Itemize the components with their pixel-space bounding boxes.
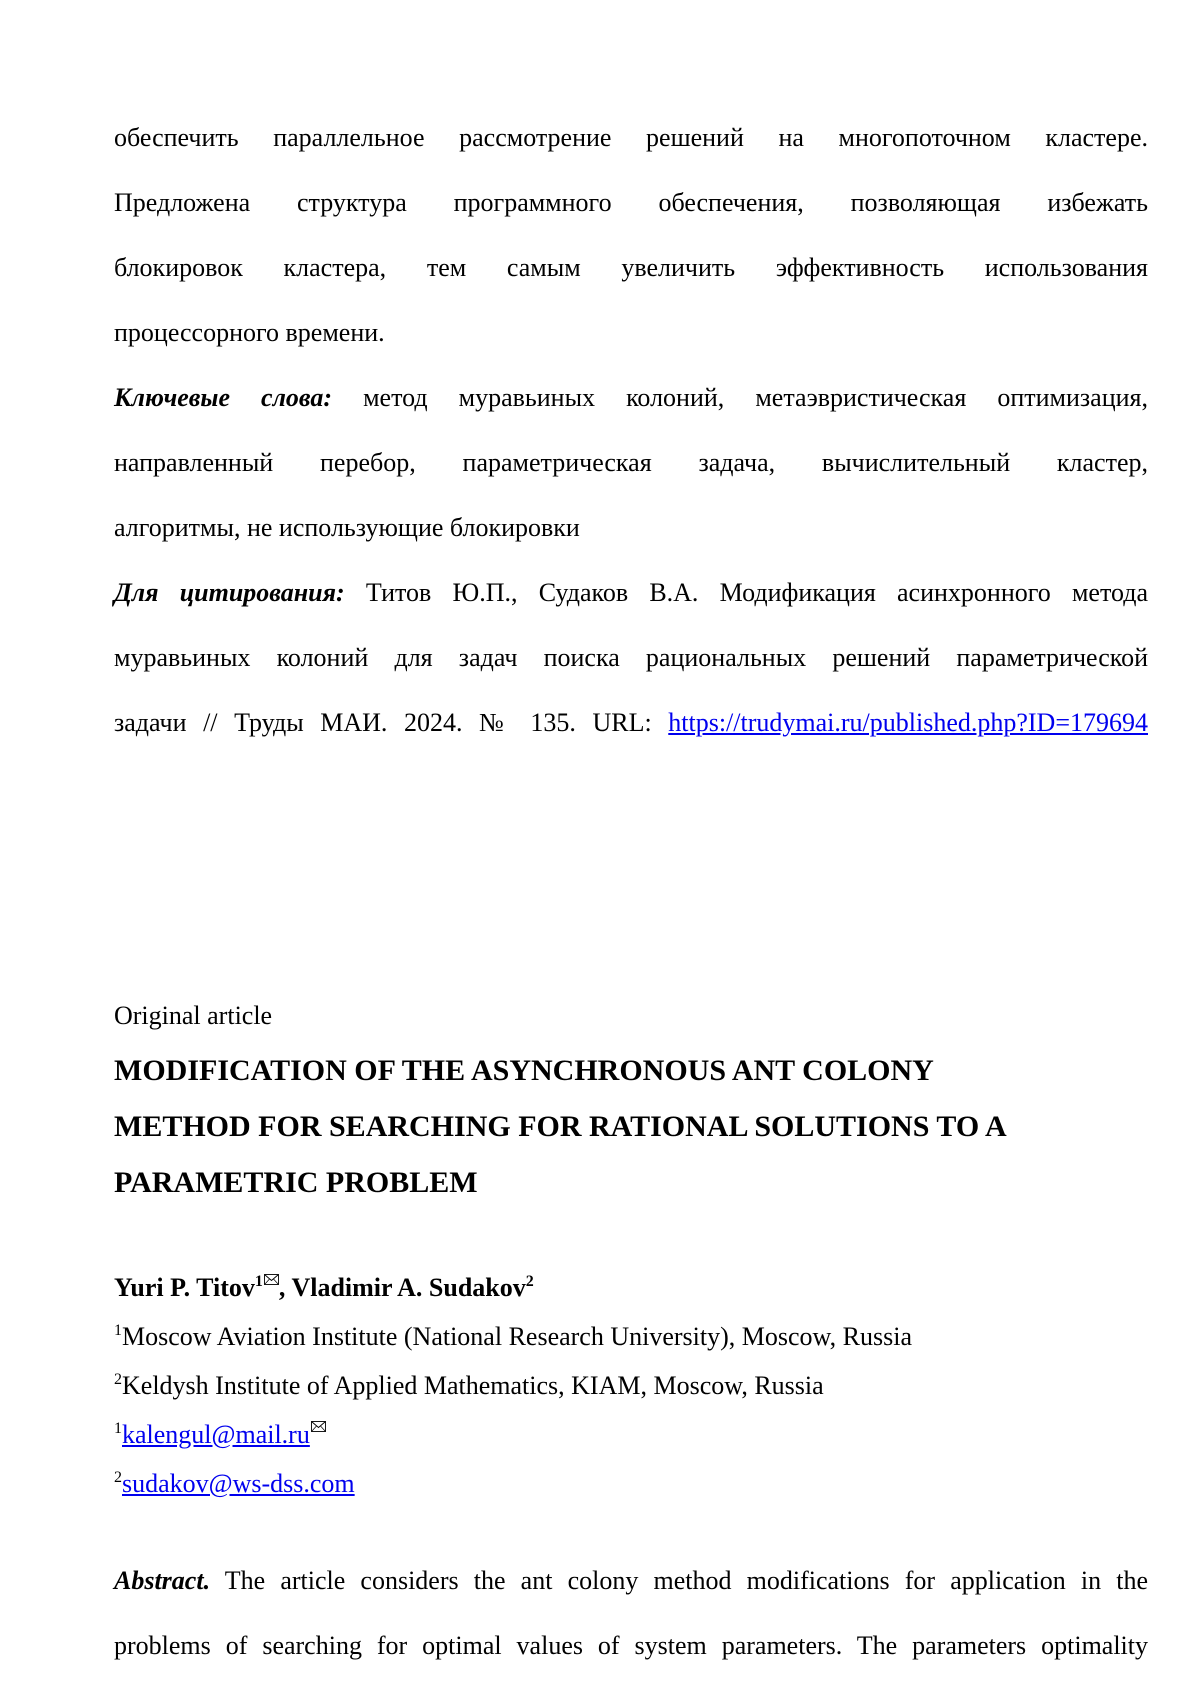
keywords-line: направленный перебор, параметрическая задача, вычислительный кластер, bbox=[114, 430, 1148, 495]
ru-abstract-line: Предложена структура программного обеспечения, позволяющая избежать bbox=[114, 170, 1148, 235]
citation-url-link[interactable]: https://trudymai.ru/published.php?ID=179694 bbox=[668, 708, 1148, 737]
abstract-line: problems of searching for optimal values of system parameters. The parameters optimality bbox=[114, 1613, 1148, 1678]
ru-abstract-tail bbox=[114, 105, 1148, 365]
authors bbox=[114, 1270, 534, 1306]
title-line: PARAMETRIC PROBLEM bbox=[114, 1155, 1148, 1211]
author-affiliation-sup: 2 bbox=[526, 1273, 534, 1290]
ru-abstract-line: обеспечить параллельное рассмотрение решений на многопоточном кластере. bbox=[114, 105, 1148, 170]
keywords-ru bbox=[114, 365, 1148, 560]
citation-ru bbox=[114, 560, 1148, 755]
abstract-text: The article considers the ant colony method modifications for application in the bbox=[210, 1566, 1148, 1595]
affiliation-text: Moscow Aviation Institute (National Research University), Moscow, Russia bbox=[122, 1322, 912, 1351]
abstract-en bbox=[114, 1548, 1148, 1678]
affiliation-sup: 1 bbox=[114, 1322, 122, 1339]
abstract-line bbox=[114, 1548, 1148, 1613]
email-sup: 1 bbox=[114, 1420, 122, 1437]
email-sup: 2 bbox=[114, 1469, 122, 1486]
author-affiliation-sup: 1 bbox=[255, 1273, 263, 1290]
abstract-label: Abstract. bbox=[114, 1566, 210, 1595]
citation-label: Для цитирования: bbox=[114, 578, 345, 607]
affiliation bbox=[114, 1368, 824, 1404]
affiliation-text: Keldysh Institute of Applied Mathematics, KIAM, Moscow, Russia bbox=[122, 1371, 824, 1400]
envelope-icon bbox=[264, 1274, 279, 1285]
author-name: Yuri P. Titov bbox=[114, 1273, 255, 1302]
email-line bbox=[114, 1466, 355, 1502]
ru-abstract-line: процессорного времени. bbox=[114, 300, 1148, 365]
email-link[interactable]: sudakov@ws-dss.com bbox=[122, 1469, 355, 1498]
citation-line bbox=[114, 690, 1148, 755]
ru-abstract-line: блокировок кластера, тем самым увеличить эффективность использования bbox=[114, 235, 1148, 300]
author-separator: , bbox=[279, 1273, 292, 1302]
keywords-line: алгоритмы, не использующие блокировки bbox=[114, 495, 1148, 560]
article-page bbox=[114, 105, 1148, 755]
envelope-icon bbox=[311, 1421, 326, 1432]
keywords-line bbox=[114, 365, 1148, 430]
article-type: Original article bbox=[114, 998, 272, 1034]
email-line bbox=[114, 1417, 326, 1453]
citation-text: Титов Ю.П., Судаков В.А. Модификация асинхронного метода bbox=[345, 578, 1148, 607]
affiliation-sup: 2 bbox=[114, 1371, 122, 1388]
affiliation bbox=[114, 1319, 912, 1355]
title-line: MODIFICATION OF THE ASYNCHRONOUS ANT COLONY bbox=[114, 1043, 1148, 1099]
keywords-text: метод муравьиных колоний, метаэвристическая оптимизация, bbox=[332, 383, 1148, 412]
email-link[interactable]: kalengul@mail.ru bbox=[122, 1420, 310, 1449]
article-title bbox=[114, 1043, 1148, 1211]
author-name: Vladimir A. Sudakov bbox=[291, 1273, 525, 1302]
citation-text: задачи // Труды МАИ. 2024. № 135. URL: bbox=[114, 708, 668, 737]
citation-line bbox=[114, 560, 1148, 625]
keywords-label: Ключевые слова: bbox=[114, 383, 332, 412]
citation-line: муравьиных колоний для задач поиска рациональных решений параметрической bbox=[114, 625, 1148, 690]
title-line: METHOD FOR SEARCHING FOR RATIONAL SOLUTIONS TO A bbox=[114, 1099, 1148, 1155]
